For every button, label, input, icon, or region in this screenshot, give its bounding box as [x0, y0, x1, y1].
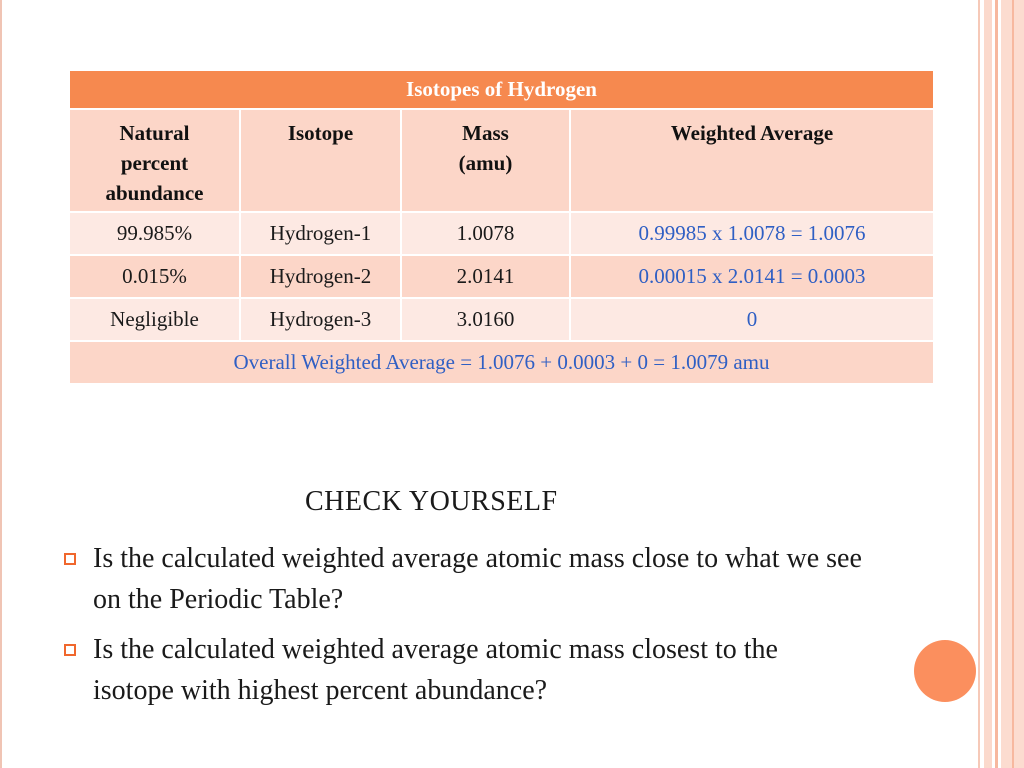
bullet-text: Is the calculated weighted average atomic mass close to what we see on the Periodic Table?	[93, 543, 862, 615]
cell-abundance: 0.015%	[69, 255, 240, 298]
cell-abundance: Negligible	[69, 298, 240, 341]
header-mass	[401, 109, 570, 212]
table-row	[69, 298, 934, 341]
right-decor-stripe	[1012, 0, 1014, 768]
check-yourself-list	[64, 538, 864, 720]
list-item	[64, 538, 864, 620]
header-abundance	[69, 109, 240, 212]
table-row	[69, 212, 934, 255]
cell-isotope: Hydrogen-2	[240, 255, 401, 298]
overall-row	[69, 341, 934, 384]
cell-weighted: 0.99985 x 1.0078 = 1.0076	[570, 212, 934, 255]
table-title: Isotopes of Hydrogen	[69, 70, 934, 109]
right-decor-stripe	[984, 0, 992, 768]
isotopes-table	[68, 69, 935, 385]
bullet-text: Is the calculated weighted average atomic mass closest to the isotope with highest percent abundance?	[93, 634, 778, 706]
cell-mass: 3.0160	[401, 298, 570, 341]
cell-isotope: Hydrogen-3	[240, 298, 401, 341]
header-abundance-label: Natural percent abundance	[105, 121, 204, 205]
left-edge-rule	[0, 0, 2, 768]
cell-weighted: 0	[570, 298, 934, 341]
cell-mass: 1.0078	[401, 212, 570, 255]
decorative-circle	[914, 640, 976, 702]
right-decor-stripe	[978, 0, 980, 768]
table-row	[69, 255, 934, 298]
square-bullet-icon	[64, 553, 76, 565]
check-yourself-heading: CHECK YOURSELF	[305, 486, 558, 517]
header-mass-label: Mass (amu)	[458, 121, 513, 175]
cell-weighted: 0.00015 x 2.0141 = 0.0003	[570, 255, 934, 298]
table-header-row	[69, 109, 934, 212]
right-decor-stripe	[995, 0, 998, 768]
cell-isotope: Hydrogen-1	[240, 212, 401, 255]
list-item	[64, 629, 864, 711]
header-isotope: Isotope	[240, 109, 401, 212]
cell-abundance: 99.985%	[69, 212, 240, 255]
header-weighted-average: Weighted Average	[570, 109, 934, 212]
cell-mass: 2.0141	[401, 255, 570, 298]
table-title-row	[69, 70, 934, 109]
square-bullet-icon	[64, 644, 76, 656]
overall-weighted-average: Overall Weighted Average = 1.0076 + 0.0003 + 0 = 1.0079 amu	[69, 341, 934, 384]
